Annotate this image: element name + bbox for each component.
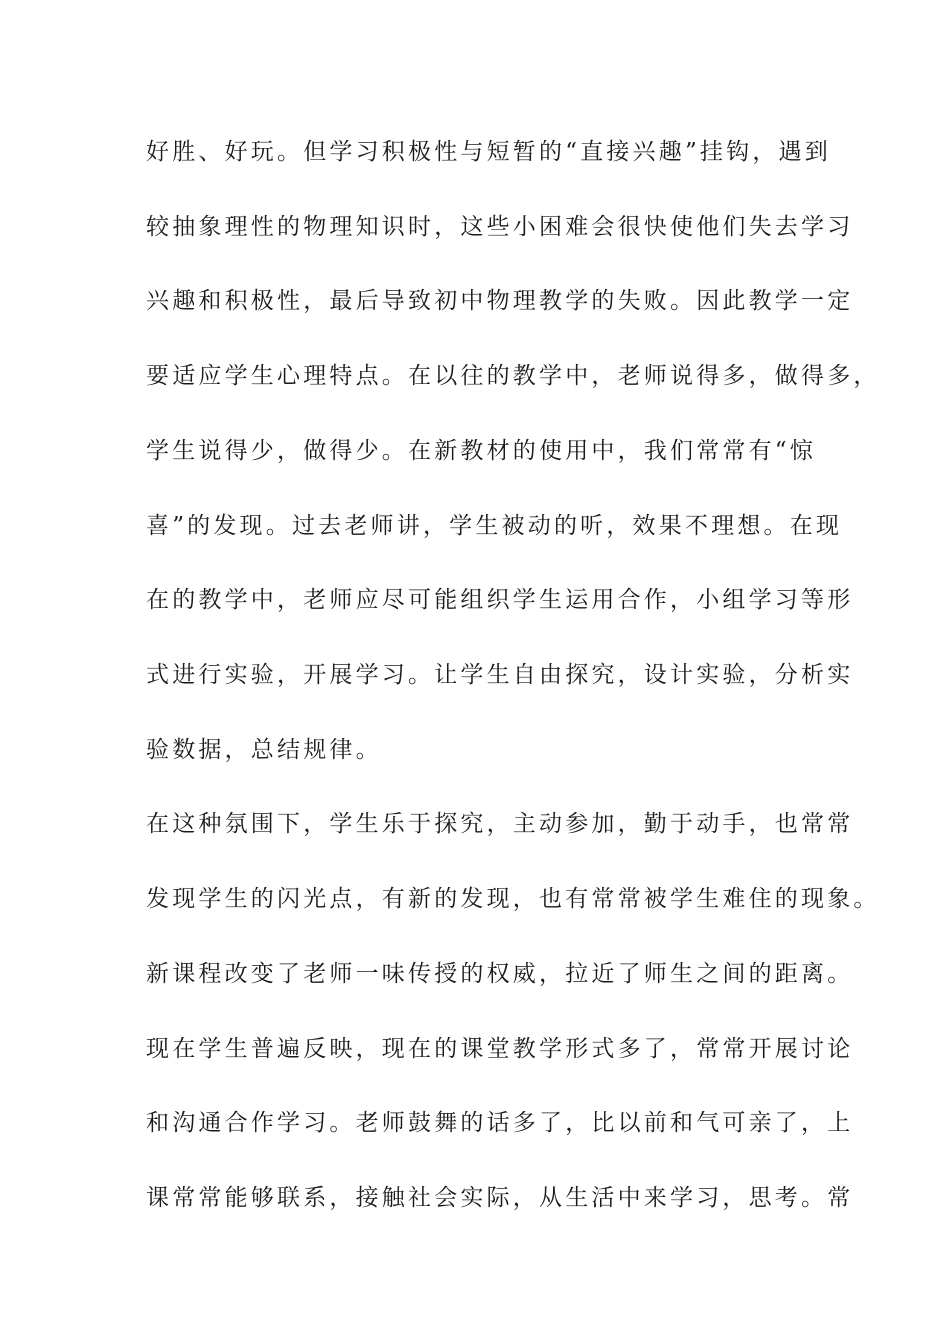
text-line-12: 新课程改变了老师一味传授的权威，拉近了师生之间的距离。 [146,961,854,987]
text-line-1: 好胜、好玩。但学习积极性与短暂的“直接兴趣”挂钩，遇到 [146,139,831,165]
text-line-8: 式进行实验，开展学习。让学生自由探究，设计实验，分析实 [146,662,854,688]
text-line-14: 和沟通合作学习。老师鼓舞的话多了，比以前和气可亲了，上 [146,1110,854,1136]
text-line-3: 兴趣和积极性，最后导致初中物理教学的失败。因此教学一定 [146,288,854,314]
text-line-11: 发现学生的闪光点，有新的发现，也有常常被学生难住的现象。 [146,886,880,912]
text-line-10: 在这种氛围下，学生乐于探究，主动参加，勤于动手，也常常 [146,811,854,837]
text-line-4: 要适应学生心理特点。在以往的教学中，老师说得多，做得多， [146,363,880,389]
text-line-6: 喜”的发现。过去老师讲，学生被动的听，效果不理想。在现 [146,513,843,539]
text-line-9: 验数据，总结规律。 [146,737,382,763]
text-line-13: 现在学生普遍反映，现在的课堂教学形式多了，常常开展讨论 [146,1036,854,1062]
text-line-15: 课常常能够联系，接触社会实际，从生活中来学习，思考。常 [146,1185,854,1211]
text-line-2: 较抽象理性的物理知识时，这些小困难会很快使他们失去学习 [146,214,854,240]
text-line-5: 学生说得少，做得少。在新教材的使用中，我们常常有“惊 [146,438,816,464]
text-line-7: 在的教学中，老师应尽可能组织学生运用合作，小组学习等形 [146,587,854,613]
